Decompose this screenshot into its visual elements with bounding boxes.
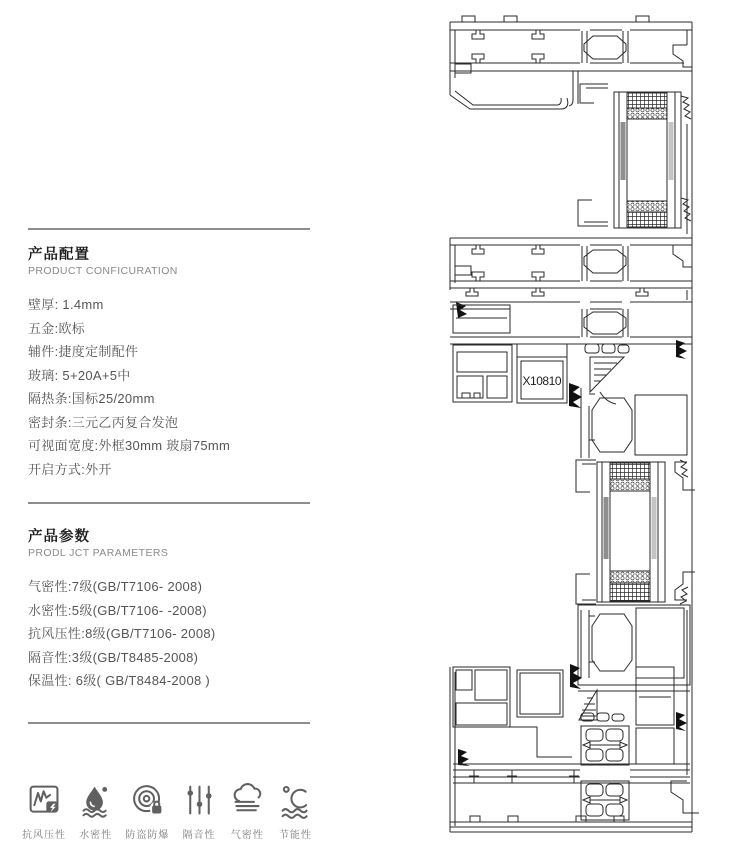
config-list <box>28 293 388 481</box>
params-item: 隔音性:3级(GB/T8485-2008) <box>28 649 199 665</box>
feature-sound-insulation <box>181 782 218 841</box>
feature-label: 气密性 <box>230 830 264 841</box>
divider-top <box>28 228 310 230</box>
lower-glazing-unit <box>597 462 665 602</box>
profile-code-label: X10810 <box>522 374 562 388</box>
config-item: 隔热条:国标25/20mm <box>28 391 155 406</box>
wind-pressure-icon <box>26 782 63 819</box>
profile-cross-section-drawing <box>440 0 740 864</box>
energy-saving-icon <box>277 782 314 819</box>
params-title: 产品参数 <box>28 529 90 545</box>
config-item: 可视面宽度:外框30mm 玻扇75mm <box>28 438 231 453</box>
params-item: 抗风压性:8级(GB/T7106- 2008) <box>28 626 216 641</box>
feature-anti-theft <box>125 782 169 841</box>
divider-bottom <box>28 722 310 724</box>
feature-label: 水密性 <box>79 830 113 841</box>
feature-icons-row <box>22 782 314 841</box>
config-item: 玻璃: 5+20A+5中 <box>28 367 131 383</box>
middle-transom-beams <box>450 238 692 348</box>
feature-label: 防盗防爆 <box>125 830 170 841</box>
air-tightness-icon <box>229 782 266 819</box>
config-item: 密封条:三元乙丙复合发泡 <box>28 414 179 430</box>
feature-water-tightness <box>77 782 114 841</box>
params-item: 气密性:7级(GB/T7106- 2008) <box>28 579 203 594</box>
sound-insulation-icon <box>181 782 218 819</box>
feature-label: 节能性 <box>278 830 312 841</box>
divider-middle <box>28 502 310 504</box>
middle-sash-cluster <box>453 305 692 832</box>
config-item: 壁厚: 1.4mm <box>28 297 104 312</box>
product-params-section <box>28 528 388 693</box>
upper-glazing-unit <box>578 84 692 238</box>
config-item: 开启方式:外开 <box>28 461 112 477</box>
feature-air-tightness <box>229 782 266 841</box>
bottom-frame <box>450 610 699 832</box>
config-item: 辅件:捷度定制配件 <box>28 344 139 359</box>
feature-wind-pressure <box>22 782 66 841</box>
params-subtitle: PRODL JCT PARAMETERS <box>28 547 169 559</box>
cad-drawing <box>440 0 740 864</box>
config-subtitle: PRODUCT CONFICURATION <box>28 265 178 277</box>
params-item: 保温性: 6级( GB/T8484-2008 ) <box>28 673 211 688</box>
product-config-section <box>28 246 388 481</box>
feature-energy-saving <box>277 782 314 841</box>
feature-label: 抗风压性 <box>22 830 66 841</box>
config-title: 产品配置 <box>28 247 90 263</box>
anti-theft-icon <box>129 782 166 819</box>
params-item: 水密性:5级(GB/T7106- -2008) <box>28 602 207 618</box>
water-tightness-icon <box>77 782 114 819</box>
bottom-sash-beam <box>570 605 690 691</box>
params-list <box>28 575 388 693</box>
feature-label: 隔音性 <box>182 830 216 841</box>
config-item: 五金:欧标 <box>28 320 86 336</box>
